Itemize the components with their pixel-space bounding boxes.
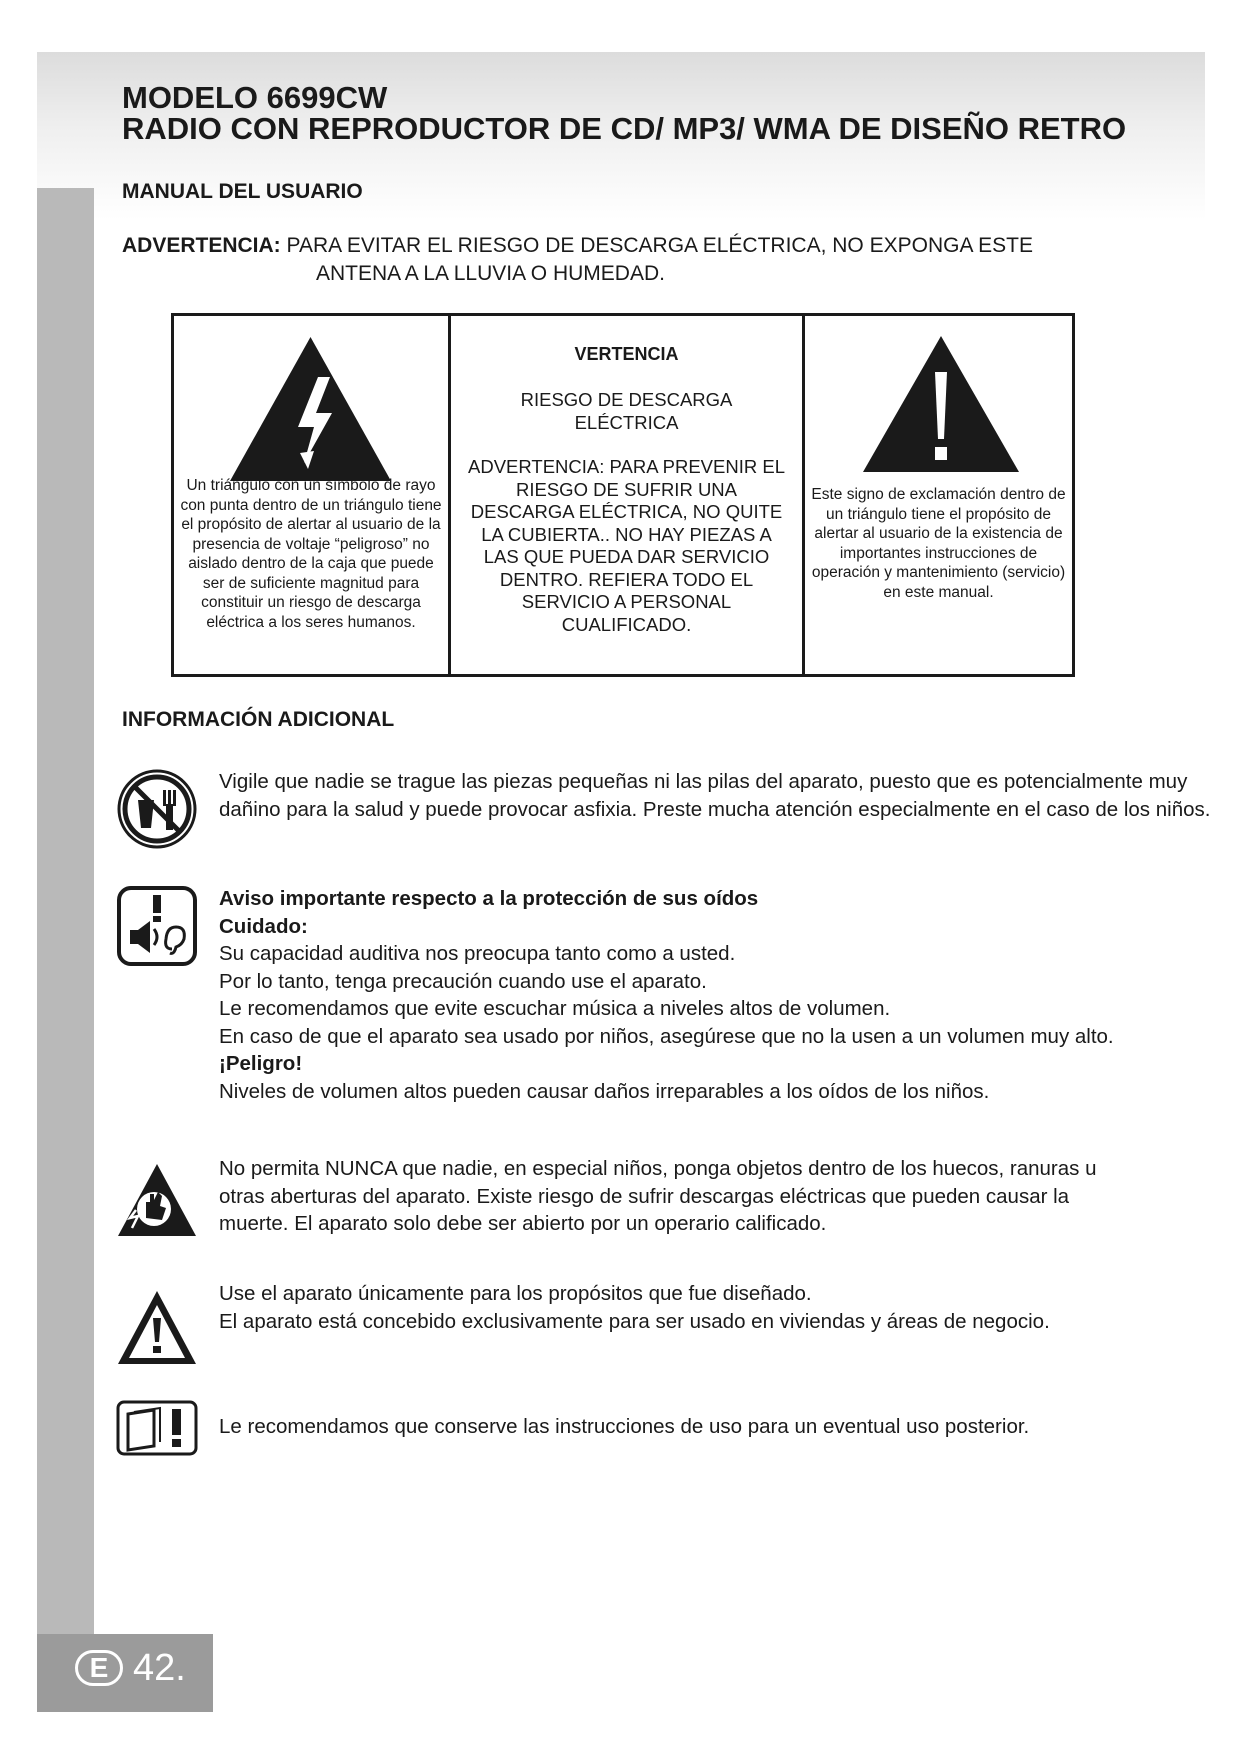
hearing-line-5: Niveles de volumen altos pueden causar daños irreparables a los oídos de los niños. <box>219 1079 990 1103</box>
hearing-line-4: En caso de que el aparato sea usado por niños, asegúrese que no la usen a un volumen muy alto. <box>219 1024 1114 1048</box>
additional-info-heading: INFORMACIÓN ADICIONAL <box>122 708 395 731</box>
lightning-triangle-icon <box>228 335 393 483</box>
warning-cell-exclamation <box>805 316 1072 674</box>
warning-cell-shock <box>174 316 451 674</box>
openings-text: No permita NUNCA que nadie, en especial niños, ponga objetos dentro de los huecos, ranuras u otras aberturas del aparato. Existe riesgo de sufrir descargas eléctricas que pueden causar la muerte. El aparato solo debe ser abierto por un operario calificado. <box>219 1157 1097 1235</box>
hearing-line-2: Por lo tanto, tenga precaución cuando use el aparato. <box>219 969 707 993</box>
info-item-openings <box>116 1155 1126 1245</box>
hearing-title: Aviso importante respecto a la protección de sus oídos <box>219 887 759 910</box>
info-item-hearing <box>116 885 1126 1135</box>
warning-text-line1: PARA EVITAR EL RIESGO DE DESCARGA ELÉCTRICA, NO EXPONGA ESTE <box>286 234 1033 257</box>
page-footer <box>37 1634 213 1712</box>
warning-block <box>122 232 1122 288</box>
read-manual-icon <box>116 1400 198 1456</box>
caution-triangle-icon <box>116 1288 198 1370</box>
manual-heading: MANUAL DEL USUARIO <box>122 180 363 203</box>
hearing-line-3: Le recomendamos que evite escuchar música a niveles altos de volumen. <box>219 997 891 1020</box>
exclamation-triangle-icon <box>861 334 1021 474</box>
hearing-caution-label: Cuidado: <box>219 914 308 938</box>
small-parts-text: Vigile que nadie se trague las piezas pequeñas ni las pilas del aparato, puesto que es potencialmente muy dañino para la salud y puede provocar asfixia. Preste mucha atención especialmente en el caso de los niños. <box>219 770 1211 821</box>
hearing-line-1: Su capacidad auditiva nos preocupa tanto como a usted. <box>219 942 736 965</box>
electric-shock-warning-icon <box>116 1162 198 1244</box>
title-product: RADIO CON REPRODUCTOR DE CD/ MP3/ WMA DE DISEÑO RETRO <box>122 111 1127 146</box>
side-bar <box>37 188 94 1634</box>
info-item-usage <box>116 1280 1126 1370</box>
page-number: 42. <box>133 1647 186 1689</box>
shock-caption: Un triángulo con un símbolo de rayo con punta dentro de un triángulo tiene el propósito de alertar al usuario de la presencia de voltaje “peligroso” no aislado dentro de la caja que puede ser de suficiente magnitud para constituir un riesgo de descarga eléctrica a los seres humanos. <box>180 477 442 631</box>
warning-label: ADVERTENCIA: <box>122 234 281 257</box>
keep-manual-text: Le recomendamos que conserve las instrucciones de uso para un eventual uso posterior. <box>219 1415 1030 1438</box>
exclamation-caption: Este signo de exclamación dentro de un triángulo tiene el propósito de alertar al usuario de la existencia de importantes instrucciones de operación y mantenimiento (servicio) en este manual. <box>811 486 1066 601</box>
warning-table-subtitle: RIESGO DE DESCARGA ELÉCTRICA <box>520 389 733 433</box>
warning-table <box>171 313 1075 677</box>
info-item-small-parts <box>116 768 1211 858</box>
no-swallow-icon <box>116 768 198 850</box>
hearing-danger-label: ¡Peligro! <box>219 1052 303 1075</box>
usage-text <box>219 1280 1219 1335</box>
warning-table-title: VERTENCIA <box>574 344 679 364</box>
usage-line-1: Use el aparato únicamente para los propósitos que fue diseñado. <box>219 1282 812 1305</box>
page-title <box>122 82 1126 144</box>
hearing-text <box>219 885 1219 1105</box>
hearing-warning-icon <box>116 885 198 967</box>
info-item-keep-manual <box>116 1400 1126 1460</box>
warning-table-body: ADVERTENCIA: PARA PREVENIR EL RIESGO DE SUFRIR UNA DESCARGA ELÉCTRICA, NO QUITE LA CUBIERTA.. NO HAY PIEZAS A LAS QUE PUEDA DAR SERVICIO DENTRO. REFIERA TODO EL SERVICIO A PERSONAL CUALIFICADO. <box>468 456 785 635</box>
warning-cell-text <box>451 316 805 674</box>
warning-text-line2: ANTENA A LA LLUVIA O HUMEDAD. <box>316 262 665 285</box>
usage-line-2: El aparato está concebido exclusivamente para ser usado en viviendas y áreas de negocio. <box>219 1309 1050 1333</box>
title-model: MODELO 6699CW <box>122 80 388 115</box>
language-badge: E <box>75 1650 123 1686</box>
